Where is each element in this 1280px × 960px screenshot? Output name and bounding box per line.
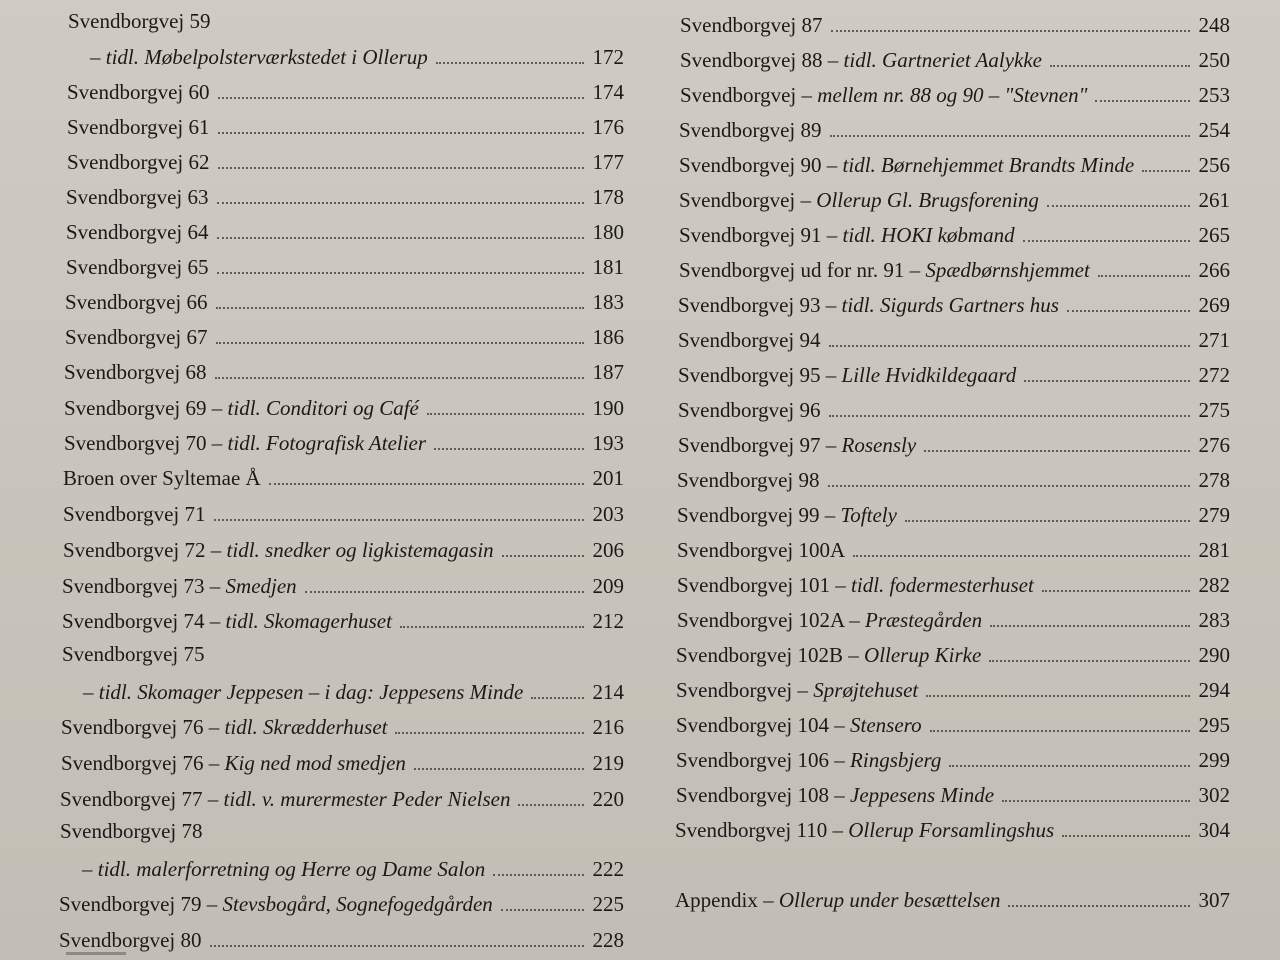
toc-entry-page-number: 279 bbox=[1198, 503, 1230, 527]
toc-entry-name: Svendborgvej 60 bbox=[67, 80, 210, 104]
toc-entry bbox=[63, 533, 624, 563]
toc-entry-subtitle: – Ollerup under besættelsen bbox=[763, 888, 1001, 912]
toc-entry-page-number: 299 bbox=[1198, 748, 1230, 772]
toc-entry-title bbox=[61, 714, 387, 740]
toc-entry-page-number: 254 bbox=[1198, 118, 1230, 142]
toc-entry-subtitle: – Ollerup Gl. Brugsforening bbox=[800, 188, 1039, 212]
toc-entry-title bbox=[676, 782, 994, 808]
toc-entry-subtitle: – Præstegården bbox=[849, 608, 983, 632]
toc-entry-page-number: 172 bbox=[592, 45, 624, 69]
toc-entry-page-number: 253 bbox=[1198, 83, 1230, 107]
toc-entry-name: Svendborgvej 79 bbox=[59, 892, 207, 916]
toc-entry-page-number: 216 bbox=[592, 715, 624, 739]
dot-leader bbox=[216, 306, 584, 309]
dot-leader bbox=[930, 729, 1190, 732]
toc-entry-name: Svendborgvej 78 bbox=[60, 819, 203, 843]
dot-leader bbox=[1062, 834, 1190, 837]
toc-entry-name: Svendborgvej 80 bbox=[59, 928, 202, 952]
dot-leader bbox=[1002, 799, 1190, 802]
dot-leader bbox=[400, 625, 584, 628]
toc-entry-title bbox=[678, 432, 916, 458]
toc-entry-page-number: 206 bbox=[592, 538, 624, 562]
toc-entry-subtitle: – tidl. Fotografisk Atelier bbox=[211, 431, 427, 455]
dot-leader bbox=[518, 803, 584, 806]
toc-entry-title bbox=[678, 397, 821, 423]
dot-leader bbox=[414, 767, 584, 770]
toc-entry-subtitle: – tidl. v. murermester Peder Nielsen bbox=[207, 787, 511, 811]
toc-entry-title bbox=[65, 289, 208, 315]
toc-entry-title bbox=[679, 152, 1134, 178]
dot-leader bbox=[493, 873, 584, 876]
dot-leader bbox=[990, 624, 1190, 627]
toc-entry-subtitle: – tidl. Sigurds Gartners hus bbox=[825, 293, 1059, 317]
dot-leader bbox=[1008, 904, 1190, 907]
toc-entry-title bbox=[680, 47, 1042, 73]
dot-leader bbox=[830, 134, 1190, 137]
toc-entry-subtitle: – tidl. snedker og ligkistemagasin bbox=[210, 538, 494, 562]
toc-entry-page-number: 295 bbox=[1198, 713, 1230, 737]
dot-leader bbox=[436, 61, 584, 64]
toc-entry bbox=[67, 110, 624, 140]
toc-entry-title bbox=[60, 786, 510, 812]
toc-entry-name: Svendborgvej 88 bbox=[680, 48, 828, 72]
toc-entry bbox=[678, 358, 1230, 388]
toc-entry-title bbox=[68, 8, 211, 34]
toc-entry-name: Svendborgvej 59 bbox=[68, 9, 211, 33]
toc-entry bbox=[66, 215, 624, 245]
toc-entry-subtitle: – tidl. malerforretning og Herre og Dame Salon bbox=[82, 857, 486, 881]
toc-entry-subtitle: – Rosensly bbox=[825, 433, 917, 457]
toc-entry-title bbox=[679, 117, 822, 143]
toc-entry bbox=[678, 428, 1230, 458]
toc-entry-subtitle: – mellem nr. 88 og 90 – "Stevnen" bbox=[801, 83, 1088, 107]
toc-entry-title bbox=[68, 44, 428, 70]
toc-entry-subtitle: – tidl. Gartneriet Aalykke bbox=[827, 48, 1043, 72]
toc-entry-page-number: 302 bbox=[1198, 783, 1230, 807]
toc-entry bbox=[675, 813, 1230, 843]
toc-entry-name: Svendborgvej bbox=[680, 83, 802, 107]
toc-entry-name: Svendborgvej 67 bbox=[65, 325, 208, 349]
toc-entry-title bbox=[679, 257, 1090, 283]
toc-entry-name: Svendborgvej 108 bbox=[676, 783, 835, 807]
cropped-page-number bbox=[1196, 0, 1232, 4]
toc-entry-title bbox=[678, 292, 1059, 318]
toc-entry-title bbox=[61, 750, 406, 776]
dot-leader bbox=[1142, 169, 1190, 172]
toc-entry bbox=[679, 218, 1230, 248]
dot-leader bbox=[218, 96, 584, 99]
dot-leader bbox=[502, 554, 584, 557]
dot-leader bbox=[1047, 204, 1190, 207]
toc-entry-title bbox=[62, 573, 297, 599]
toc-entry-subtitle: – tidl. Børnehjemmet Brandts Minde bbox=[826, 153, 1135, 177]
toc-entry-title bbox=[676, 642, 981, 668]
toc-entry-title bbox=[677, 607, 982, 633]
toc-entry-name: Svendborgvej 95 bbox=[678, 363, 826, 387]
toc-entry-name: Svendborgvej 70 bbox=[64, 431, 212, 455]
toc-entry-name: Svendborgvej bbox=[679, 188, 801, 212]
toc-entry-title bbox=[678, 362, 1016, 388]
toc-entry-name: Svendborgvej 62 bbox=[67, 150, 210, 174]
toc-entry bbox=[679, 183, 1230, 213]
toc-entry-title bbox=[676, 677, 918, 703]
toc-entry bbox=[61, 746, 624, 776]
toc-entry-name: Svendborgvej 87 bbox=[680, 13, 823, 37]
toc-entry-page-number: 276 bbox=[1198, 433, 1230, 457]
toc-entry bbox=[677, 568, 1230, 598]
toc-entry-name: Svendborgvej 106 bbox=[676, 748, 835, 772]
toc-entry-title bbox=[67, 114, 210, 140]
toc-entry-page-number: 265 bbox=[1198, 223, 1230, 247]
dot-leader bbox=[1023, 239, 1190, 242]
dot-leader bbox=[215, 376, 584, 379]
toc-entry-title bbox=[679, 222, 1015, 248]
toc-entry-page-number: 275 bbox=[1198, 398, 1230, 422]
toc-entry-name: Svendborgvej 76 bbox=[61, 715, 209, 739]
toc-entry bbox=[61, 710, 624, 740]
toc-entry-title bbox=[65, 324, 208, 350]
toc-entry-name: Svendborgvej 73 bbox=[62, 574, 210, 598]
toc-entry bbox=[680, 78, 1230, 108]
toc-entry-name: Appendix bbox=[675, 888, 764, 912]
toc-entry-page-number: 283 bbox=[1198, 608, 1230, 632]
toc-entry bbox=[680, 43, 1230, 73]
dot-leader bbox=[218, 166, 584, 169]
toc-entry-title bbox=[64, 359, 207, 385]
toc-entry-subtitle: – Spædbørnshjemmet bbox=[909, 258, 1090, 282]
toc-entry-title bbox=[680, 82, 1087, 108]
dot-leader bbox=[989, 659, 1190, 662]
toc-entry-name: Svendborgvej ud for nr. 91 bbox=[679, 258, 910, 282]
toc-entry bbox=[64, 391, 624, 421]
dot-leader bbox=[501, 908, 584, 911]
dot-leader bbox=[853, 554, 1190, 557]
toc-entry bbox=[676, 743, 1230, 773]
toc-entry-name: Svendborgvej 97 bbox=[678, 433, 826, 457]
toc-entry-page-number: 219 bbox=[592, 751, 624, 775]
toc-entry-page-number: 174 bbox=[592, 80, 624, 104]
toc-entry bbox=[678, 393, 1230, 423]
toc-entry-title bbox=[676, 712, 922, 738]
toc-entry-page-number: 271 bbox=[1198, 328, 1230, 352]
toc-entry bbox=[677, 463, 1230, 493]
toc-entry-page-number: 176 bbox=[592, 115, 624, 139]
dot-leader bbox=[1050, 64, 1190, 67]
toc-entry-page-number: 180 bbox=[592, 220, 624, 244]
toc-entry-name: Svendborgvej 104 bbox=[676, 713, 835, 737]
toc-entry bbox=[678, 323, 1230, 353]
toc-entry bbox=[62, 637, 624, 667]
toc-entry-name: Svendborgvej 102B bbox=[676, 643, 849, 667]
dot-leader bbox=[1098, 274, 1190, 277]
toc-entry-page-number: 261 bbox=[1198, 188, 1230, 212]
toc-entry-subtitle: – Jeppesens Minde bbox=[834, 783, 995, 807]
toc-entry-subtitle: – tidl. Skomagerhuset bbox=[209, 609, 392, 633]
dot-leader bbox=[829, 344, 1190, 347]
toc-entry-name: Svendborgvej 64 bbox=[66, 220, 209, 244]
toc-entry-subtitle: – Ollerup Forsamlingshus bbox=[832, 818, 1055, 842]
toc-entry-subtitle: – tidl. Skrædderhuset bbox=[208, 715, 388, 739]
toc-entry bbox=[676, 778, 1230, 808]
toc-entry bbox=[63, 497, 624, 527]
dot-leader bbox=[217, 271, 584, 274]
dot-leader bbox=[269, 482, 584, 485]
toc-entry-name: Svendborgvej 96 bbox=[678, 398, 821, 422]
toc-entry-name: Svendborgvej 68 bbox=[64, 360, 207, 384]
dot-leader bbox=[924, 449, 1190, 452]
toc-entry bbox=[67, 145, 624, 175]
toc-entry-subtitle: – Smedjen bbox=[209, 574, 297, 598]
dot-leader bbox=[1024, 379, 1190, 382]
toc-entry-title bbox=[63, 501, 206, 527]
toc-entry bbox=[59, 923, 624, 953]
toc-entry-name: Svendborgvej 69 bbox=[64, 396, 212, 420]
toc-entry-name: Svendborgvej 77 bbox=[60, 787, 208, 811]
dot-leader bbox=[1042, 589, 1190, 592]
dot-leader bbox=[531, 696, 584, 699]
toc-entry-subtitle: – Stensero bbox=[834, 713, 922, 737]
toc-entry bbox=[65, 285, 624, 315]
toc-entry-name: Broen over Syltemae Å bbox=[63, 466, 261, 490]
toc-entry-title bbox=[62, 641, 205, 667]
toc-entry bbox=[68, 40, 624, 70]
toc-entry-name: Svendborgvej 66 bbox=[65, 290, 208, 314]
toc-entry bbox=[677, 533, 1230, 563]
toc-entry-title bbox=[61, 679, 523, 705]
toc-entry-subtitle: – Ringsbjerg bbox=[834, 748, 942, 772]
dot-leader bbox=[214, 518, 584, 521]
toc-entry-title bbox=[67, 79, 210, 105]
toc-entry-page-number: 304 bbox=[1198, 818, 1230, 842]
toc-entry bbox=[64, 355, 624, 385]
toc-entry-page-number: 281 bbox=[1198, 538, 1230, 562]
toc-entry bbox=[65, 320, 624, 350]
toc-entry-page-number: 228 bbox=[592, 928, 624, 952]
toc-entry-name: Svendborgvej 75 bbox=[62, 642, 205, 666]
toc-entry-subtitle: – Sprøjtehuset bbox=[797, 678, 919, 702]
toc-entry-page-number: 178 bbox=[592, 185, 624, 209]
toc-entry bbox=[675, 883, 1230, 913]
toc-entry bbox=[66, 180, 624, 210]
toc-entry bbox=[676, 673, 1230, 703]
toc-entry-title bbox=[679, 187, 1039, 213]
toc-entry-title bbox=[64, 430, 426, 456]
toc-entry-title bbox=[62, 608, 392, 634]
toc-entry-page-number: 294 bbox=[1198, 678, 1230, 702]
dot-leader bbox=[831, 29, 1190, 32]
toc-entry-page-number: 307 bbox=[1198, 888, 1230, 912]
toc-entry-name: Svendborgvej 71 bbox=[63, 502, 206, 526]
toc-entry-page-number: 250 bbox=[1198, 48, 1230, 72]
toc-entry-page-number: 193 bbox=[592, 431, 624, 455]
toc-entry-subtitle: – Stevsbogård, Sognefogedgården bbox=[206, 892, 493, 916]
toc-entry bbox=[60, 852, 624, 882]
dot-leader bbox=[1095, 99, 1190, 102]
toc-entry-page-number: 187 bbox=[592, 360, 624, 384]
toc-entry-page-number: 282 bbox=[1198, 573, 1230, 597]
toc-entry bbox=[60, 814, 624, 844]
toc-entry bbox=[676, 638, 1230, 668]
toc-entry-name: Svendborgvej 90 bbox=[679, 153, 827, 177]
toc-entry-page-number: 256 bbox=[1198, 153, 1230, 177]
toc-entry-name: Svendborgvej 72 bbox=[63, 538, 211, 562]
toc-entry-page-number: 203 bbox=[592, 502, 624, 526]
toc-entry-title bbox=[67, 149, 210, 175]
dot-leader bbox=[217, 201, 584, 204]
dot-leader bbox=[828, 484, 1190, 487]
toc-entry-page-number: 278 bbox=[1198, 468, 1230, 492]
toc-entry bbox=[679, 253, 1230, 283]
toc-entry-title bbox=[680, 12, 823, 38]
toc-entry-page-number: 248 bbox=[1198, 13, 1230, 37]
dot-leader bbox=[395, 731, 584, 734]
toc-entry-name: Svendborgvej 89 bbox=[679, 118, 822, 142]
toc-entry-page-number: 222 bbox=[592, 857, 624, 881]
toc-entry-title bbox=[677, 467, 820, 493]
toc-entry bbox=[677, 498, 1230, 528]
toc-entry-name: Svendborgvej 100A bbox=[677, 538, 846, 562]
toc-entry-page-number: 269 bbox=[1198, 293, 1230, 317]
toc-entry-name: Svendborgvej 98 bbox=[677, 468, 820, 492]
toc-entry-title bbox=[59, 891, 493, 917]
toc-entry-name: Svendborgvej 102A bbox=[677, 608, 850, 632]
toc-entry bbox=[678, 288, 1230, 318]
toc-entry-page-number: 220 bbox=[592, 787, 624, 811]
toc-entry-page-number: 186 bbox=[592, 325, 624, 349]
dot-leader bbox=[218, 131, 584, 134]
toc-entry bbox=[67, 75, 624, 105]
toc-entry-name: Svendborgvej 91 bbox=[679, 223, 827, 247]
toc-entry-name: Svendborgvej 76 bbox=[61, 751, 209, 775]
toc-entry-title bbox=[675, 817, 1054, 843]
toc-entry-subtitle: – tidl. Møbelpolsterværkstedet i Ollerup bbox=[90, 45, 428, 69]
toc-entry bbox=[64, 426, 624, 456]
toc-entry-subtitle: – Kig ned mod smedjen bbox=[208, 751, 406, 775]
dot-leader bbox=[427, 412, 584, 415]
toc-entry-title bbox=[63, 537, 494, 563]
toc-entry-title bbox=[677, 502, 897, 528]
toc-entry-title bbox=[63, 465, 261, 491]
toc-entry-page-number: 214 bbox=[592, 680, 624, 704]
toc-entry-name: Svendborgvej 61 bbox=[67, 115, 210, 139]
toc-entry bbox=[66, 250, 624, 280]
dot-leader bbox=[905, 519, 1190, 522]
toc-entry-title bbox=[678, 327, 821, 353]
toc-entry-subtitle: – Lille Hvidkildegaard bbox=[825, 363, 1017, 387]
toc-entry-subtitle: – tidl. Skomager Jeppesen – i dag: Jeppesens Minde bbox=[83, 680, 524, 704]
toc-entry-name: Svendborgvej 74 bbox=[62, 609, 210, 633]
toc-entry-subtitle: – tidl. Conditori og Café bbox=[211, 396, 419, 420]
dot-leader bbox=[434, 447, 584, 450]
toc-entry bbox=[68, 4, 624, 34]
toc-entry-page-number: 201 bbox=[592, 466, 624, 490]
dot-leader bbox=[829, 414, 1190, 417]
toc-entry-page-number: 209 bbox=[592, 574, 624, 598]
toc-entry bbox=[679, 148, 1230, 178]
toc-entry-name: Svendborgvej 110 bbox=[675, 818, 833, 842]
toc-entry-page-number: 272 bbox=[1198, 363, 1230, 387]
dot-leader bbox=[949, 764, 1190, 767]
toc-entry-title bbox=[66, 219, 209, 245]
toc-entry-subtitle: – Toftely bbox=[824, 503, 897, 527]
toc-entry bbox=[60, 782, 624, 812]
cropped-entry-edge bbox=[66, 952, 126, 960]
toc-entry-page-number: 266 bbox=[1198, 258, 1230, 282]
toc-entry bbox=[61, 675, 624, 705]
toc-entry-title bbox=[60, 818, 203, 844]
toc-entry-subtitle: – tidl. fodermesterhuset bbox=[835, 573, 1034, 597]
toc-entry bbox=[62, 604, 624, 634]
dot-leader bbox=[1067, 309, 1190, 312]
toc-entry-title bbox=[60, 856, 485, 882]
toc-entry bbox=[59, 887, 624, 917]
toc-entry-title bbox=[675, 887, 1000, 913]
toc-entry-name: Svendborgvej 101 bbox=[677, 573, 836, 597]
toc-entry-page-number: 212 bbox=[592, 609, 624, 633]
toc-entry-page-number: 181 bbox=[592, 255, 624, 279]
dot-leader bbox=[217, 236, 584, 239]
toc-entry-name: Svendborgvej bbox=[676, 678, 798, 702]
toc-entry-name: Svendborgvej 94 bbox=[678, 328, 821, 352]
toc-entry-title bbox=[676, 747, 941, 773]
toc-entry-page-number: 290 bbox=[1198, 643, 1230, 667]
toc-entry-title bbox=[64, 395, 419, 421]
dot-leader bbox=[216, 341, 584, 344]
toc-entry-title bbox=[66, 254, 209, 280]
toc-entry bbox=[679, 113, 1230, 143]
toc-entry-subtitle: – Ollerup Kirke bbox=[848, 643, 982, 667]
toc-entry bbox=[63, 461, 624, 491]
toc-entry-name: Svendborgvej 93 bbox=[678, 293, 826, 317]
toc-entry-title bbox=[677, 572, 1034, 598]
toc-entry-title bbox=[677, 537, 845, 563]
toc-entry bbox=[676, 708, 1230, 738]
toc-entry-name: Svendborgvej 63 bbox=[66, 185, 209, 209]
toc-entry-subtitle: – tidl. HOKI købmand bbox=[826, 223, 1015, 247]
toc-entry bbox=[680, 8, 1230, 38]
dot-leader bbox=[305, 590, 584, 593]
dot-leader bbox=[926, 694, 1190, 697]
toc-entry-name: Svendborgvej 65 bbox=[66, 255, 209, 279]
toc-entry-title bbox=[66, 184, 209, 210]
toc-entry bbox=[62, 569, 624, 599]
toc-entry bbox=[677, 603, 1230, 633]
dot-leader bbox=[210, 944, 584, 947]
toc-entry-page-number: 225 bbox=[592, 892, 624, 916]
toc-entry-page-number: 177 bbox=[592, 150, 624, 174]
toc-entry-name: Svendborgvej 99 bbox=[677, 503, 825, 527]
toc-entry-page-number: 190 bbox=[592, 396, 624, 420]
toc-entry-title bbox=[59, 927, 202, 953]
toc-entry-page-number: 183 bbox=[592, 290, 624, 314]
